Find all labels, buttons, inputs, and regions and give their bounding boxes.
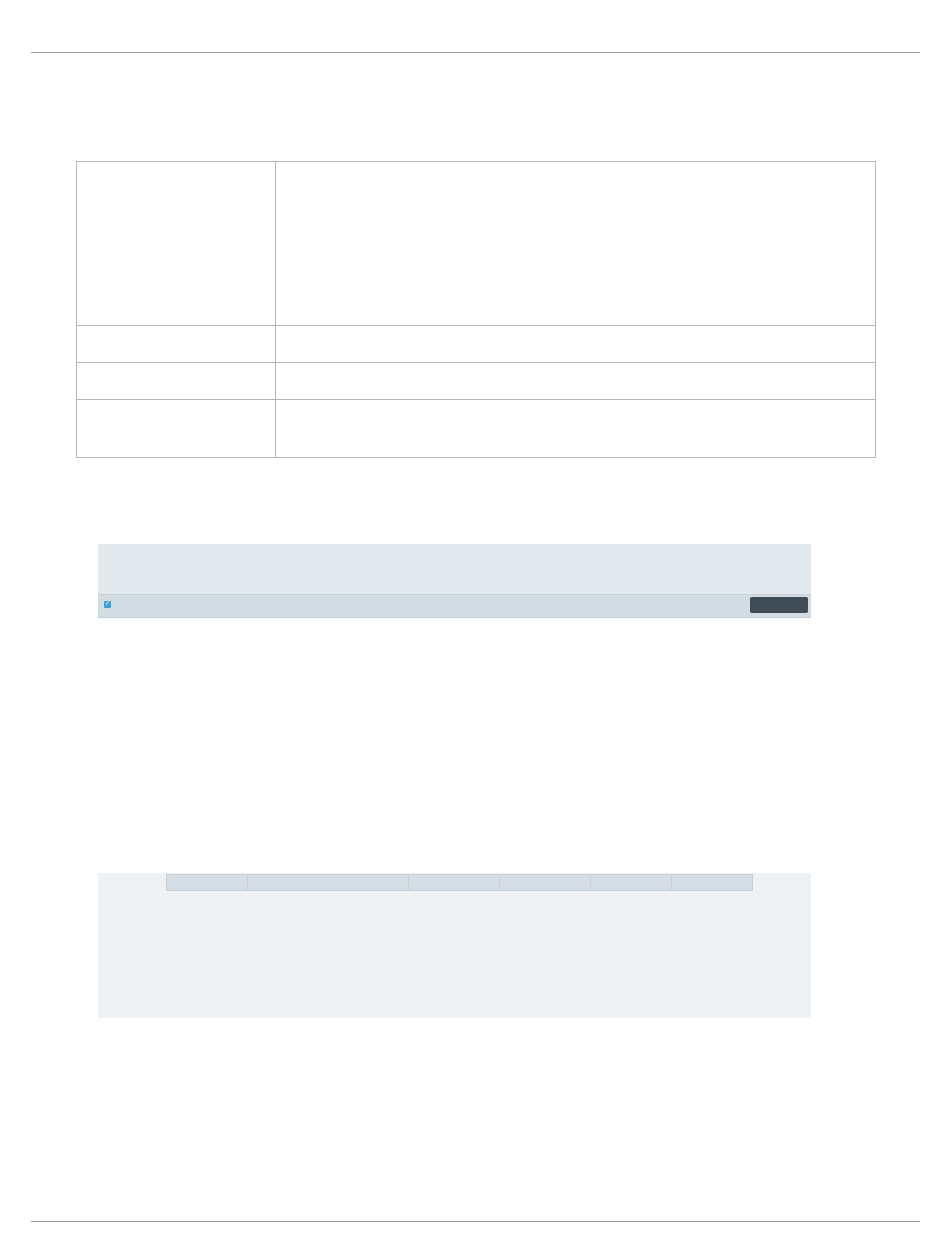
header-gain bbox=[500, 875, 591, 891]
eq-response-graph[interactable] bbox=[98, 618, 811, 873]
panel-header bbox=[98, 544, 811, 595]
panel-toolbar bbox=[98, 595, 811, 618]
checkbox-icon: ✓ bbox=[104, 601, 111, 607]
document-table bbox=[76, 161, 876, 458]
header-automix bbox=[167, 875, 248, 891]
parametric-equalizer-panel bbox=[98, 544, 811, 1018]
table-cell bbox=[77, 400, 276, 458]
table-cell bbox=[276, 162, 876, 326]
bottom-rule bbox=[31, 1221, 920, 1222]
table-cell bbox=[77, 162, 276, 326]
eq-graph-area[interactable] bbox=[98, 618, 811, 873]
table-cell bbox=[77, 363, 276, 400]
filter-table bbox=[166, 874, 753, 891]
header-frequency bbox=[409, 875, 500, 891]
table-cell bbox=[276, 326, 876, 363]
header-filters bbox=[248, 875, 409, 891]
header-q bbox=[591, 875, 672, 891]
enable-all-checkbox[interactable] bbox=[104, 601, 114, 608]
top-rule bbox=[31, 52, 920, 53]
table-cell bbox=[276, 400, 876, 458]
header-width bbox=[672, 875, 753, 891]
table-cell bbox=[276, 363, 876, 400]
table-cell bbox=[77, 326, 276, 363]
clear-button[interactable] bbox=[750, 597, 808, 613]
